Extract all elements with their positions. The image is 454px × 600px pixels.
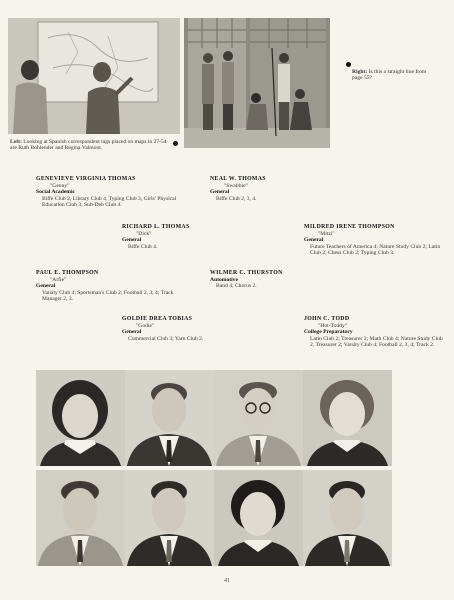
right-caption	[352, 69, 432, 82]
student-entry	[122, 316, 282, 342]
student-activities: Biffe Club 2, 3, 4.	[216, 195, 257, 202]
student-name: NEAL W. THOMAS	[210, 176, 266, 182]
student-course: Social Academic	[36, 189, 75, 195]
left-caption-bullet	[173, 141, 178, 146]
right-caption-label: Right:	[352, 69, 368, 75]
student-entry	[210, 270, 310, 290]
student-activities: Band 4; Chorus 2.	[216, 283, 257, 289]
student-name: RICHARD L. THOMAS	[122, 224, 190, 230]
student-entry	[304, 316, 444, 349]
portrait-photo	[36, 370, 125, 466]
portrait-photo	[125, 370, 214, 466]
student-nickname: "Godie"	[136, 322, 155, 329]
student-entry	[122, 224, 222, 250]
student-course: General	[122, 237, 142, 243]
student-name: PAUL E. THOMPSON	[36, 270, 99, 276]
right-caption-bullet	[346, 62, 351, 67]
portrait-photo	[303, 470, 392, 566]
student-entry	[36, 176, 184, 209]
student-entry	[210, 176, 320, 202]
student-nickname: "Mitzi"	[318, 230, 335, 237]
student-name: WILMER C. THURSTON	[210, 270, 283, 276]
left-caption-label: Left:	[10, 139, 22, 145]
left-caption-text: Looking at Spanish correspondent tags placed on maps in 27-54 are Ruth Bohlender and Regina Valmont.	[10, 139, 167, 152]
student-course: General	[304, 237, 324, 243]
student-entry	[36, 270, 176, 303]
measuring-photo	[184, 18, 330, 148]
portrait-photo	[214, 370, 303, 466]
student-nickname: "Genny"	[50, 182, 70, 189]
student-name: JOHN C. TODD	[304, 316, 350, 322]
student-name: GENEVIEVE VIRGINIA THOMAS	[36, 176, 136, 182]
student-name: MILDRED IRENE THOMPSON	[304, 224, 395, 230]
right-caption-text: Is this a straight line from page 55?	[352, 69, 427, 82]
student-course: College Preparatory	[304, 329, 353, 335]
student-activities: Commercial Club 3; Yarn Club 2.	[128, 335, 204, 342]
student-activities: Biffe Club 4.	[128, 243, 158, 250]
student-activities: Varsity Club 4; Sportsman's Club 2; Football 2, 3, 4; Track Manager 2, 3.	[42, 289, 174, 302]
student-nickname: "Hot-Toddy"	[318, 322, 348, 329]
map-photo	[8, 18, 180, 134]
student-activities: Future Teachers of America 4; Nature Study Club 2; Latin Club 2; Chess Club 3; Typing Club 3.	[310, 243, 441, 256]
student-course: General	[36, 283, 56, 289]
student-entry	[304, 224, 444, 257]
student-course: General	[210, 189, 230, 195]
student-nickname: "Dick"	[136, 230, 152, 237]
student-name: GOLDIE DREA TOBIAS	[122, 316, 193, 322]
portrait-photo	[36, 470, 125, 566]
student-course: Automotive	[210, 276, 238, 283]
student-activities: Biffe Club 2, Library Club 4, Typing Club 3, Girls' Physical Education Club 3, Sub-Deb Club 4.	[42, 195, 177, 208]
portrait-photo	[214, 470, 303, 566]
student-nickname: "Arfie"	[50, 276, 67, 283]
portrait-photo	[303, 370, 392, 466]
portrait-photo	[125, 470, 214, 566]
page-number: 41	[224, 578, 230, 584]
student-nickname: "Swabbie"	[224, 182, 248, 189]
left-caption	[10, 139, 172, 152]
student-course: General	[122, 329, 142, 335]
student-activities: Latin Club 2; Treasurer 2; Math Club 4; Nature Study Club 2, Treasurer 2; Varsity Club 4; Football 2, 3, 4; Track 2.	[310, 335, 443, 348]
